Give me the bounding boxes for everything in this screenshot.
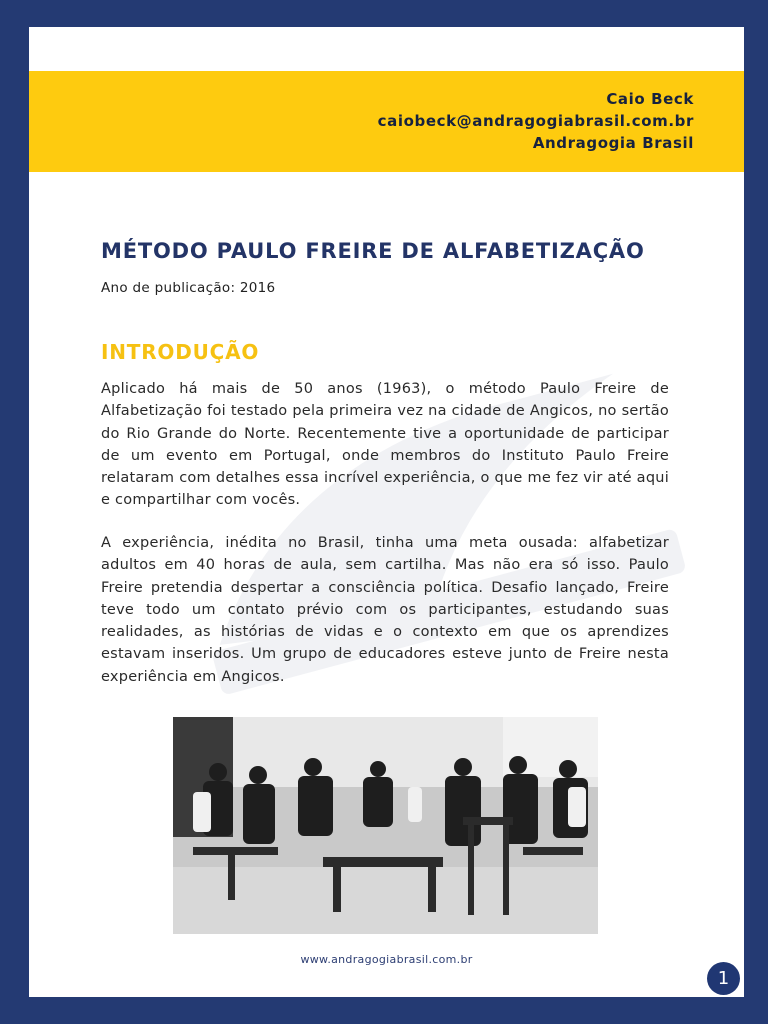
footer-website-link[interactable]: www.andragogiabrasil.com.br <box>300 953 473 966</box>
paragraph-2: A experiência, inédita no Brasil, tinha uma meta ousada: alfabetizar adultos em 40 horas de aula, sem cartilha. Mas não era só isso. Paulo Freire pretendia despertar a consciência política. Desafio lançado, Freire teve todo um contato prévio com os participantes, estudando suas realidades, as histórias de vidas e o contexto em que os aprendizes estavam inseridos. Um grupo de educadores esteve junto de Freire nesta experiência em Angicos. <box>101 535 669 685</box>
historical-photo <box>173 717 598 934</box>
author-banner <box>29 71 744 172</box>
organization-name: Andragogia Brasil <box>532 134 694 152</box>
author-email[interactable]: caiobeck@andragogiabrasil.com.br <box>377 112 694 130</box>
article-title: MÉTODO PAULO FREIRE DE ALFABETIZAÇÃO <box>101 239 645 263</box>
author-name: Caio Beck <box>606 90 694 108</box>
paragraph-1: Aplicado há mais de 50 anos (1963), o método Paulo Freire de Alfabetização foi testado pela primeira vez na cidade de Angicos, no sertão do Rio Grande do Norte. Recentemente tive a oportunidade de participar de um evento em Portugal, onde membros do Instituto Paulo Freire relataram com detalhes essa incrível experiência, o que me fez vir até aqui e compartilhar com vocês. <box>101 381 669 509</box>
section-heading-introduction: INTRODUÇÃO <box>101 340 260 364</box>
document-page <box>29 27 744 997</box>
page-number-badge: 1 <box>707 962 740 995</box>
author-info <box>378 88 694 154</box>
publication-year: Ano de publicação: 2016 <box>101 280 276 296</box>
